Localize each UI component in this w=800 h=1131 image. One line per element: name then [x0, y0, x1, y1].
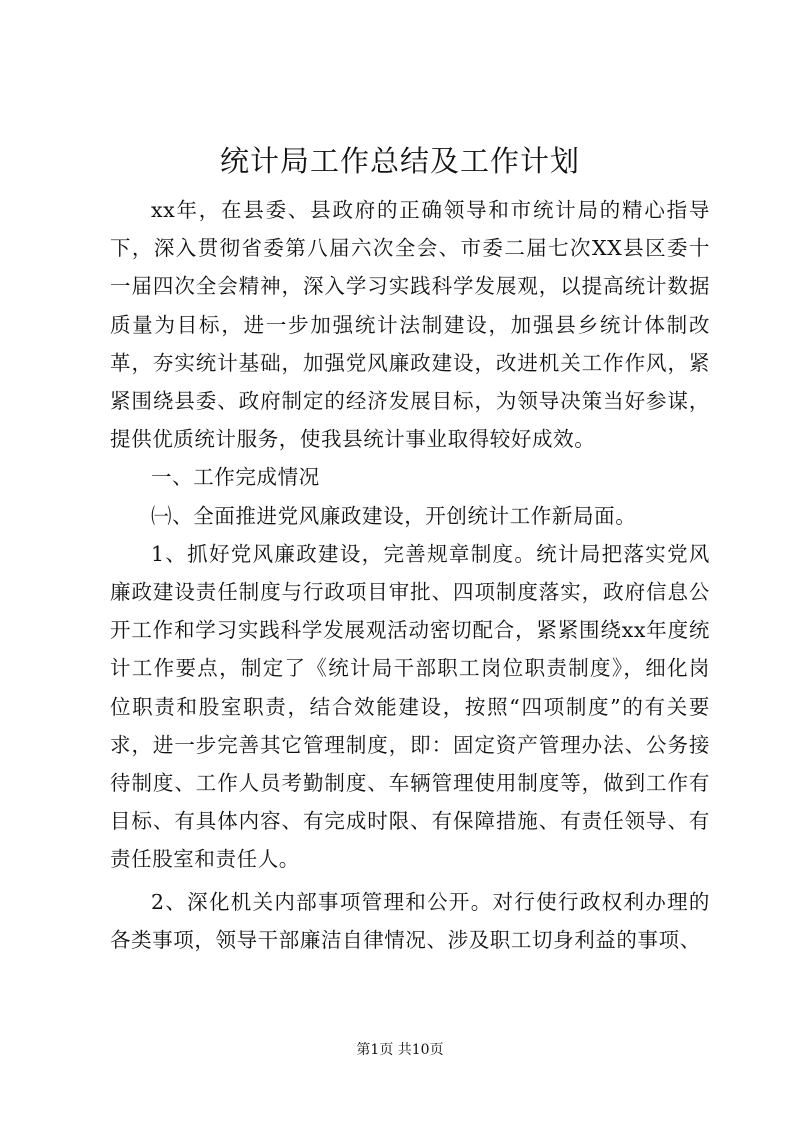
paragraph-item-2: 2、深化机关内部事项管理和公开。对行使行政权利办理的各类事项，领导干部廉洁自律情况、涉及职工切身利益的事项、: [110, 889, 710, 952]
paragraph-intro: xx年，在县委、县政府的正确领导和市统计局的精心指导下，深入贯彻省委第八届六次全会、市委二届七次XX县区委十一届四次全会精神，深入学习实践科学发展观，以提高统计数据质量为目标，进一步加强统计法制建设，加强县乡统计体制改革，夯实统计基础，加强党风廉政建设，改进机关工作作风，紧紧围绕县委、政府制定的经济发展目标，为领导决策当好参谋，提供优质统计服务，使我县统计事业取得较好成效。: [110, 198, 710, 452]
paragraph-item-1: 1、抓好党风廉政建设，完善规章制度。统计局把落实党风廉政建设责任制度与行政项目审批、四项制度落实，政府信息公开工作和学习实践科学发展观活动密切配合，紧紧围绕xx年度统计工作要点，制定了《统计局干部职工岗位职责制度》，细化岗位职责和股室职责，结合效能建设，按照“四项制度”的有关要求，进一步完善其它管理制度，即：固定资产管理办法、公务接待制度、工作人员考勤制度、车辆管理使用制度等，做到工作有目标、有具体内容、有完成时限、有保障措施、有责任领导、有责任股室和责任人。: [110, 541, 710, 872]
subsection-heading-party-conduct: ㈠、全面推进党风廉政建设，开创统计工作新局面。: [151, 503, 637, 528]
document-body: [110, 191, 710, 959]
section-heading-work-completion: 一、工作完成情况: [151, 465, 320, 490]
page-number-footer: 第1页 共10页: [356, 1042, 444, 1058]
document-title: 统计局工作总结及工作计划: [219, 144, 580, 178]
